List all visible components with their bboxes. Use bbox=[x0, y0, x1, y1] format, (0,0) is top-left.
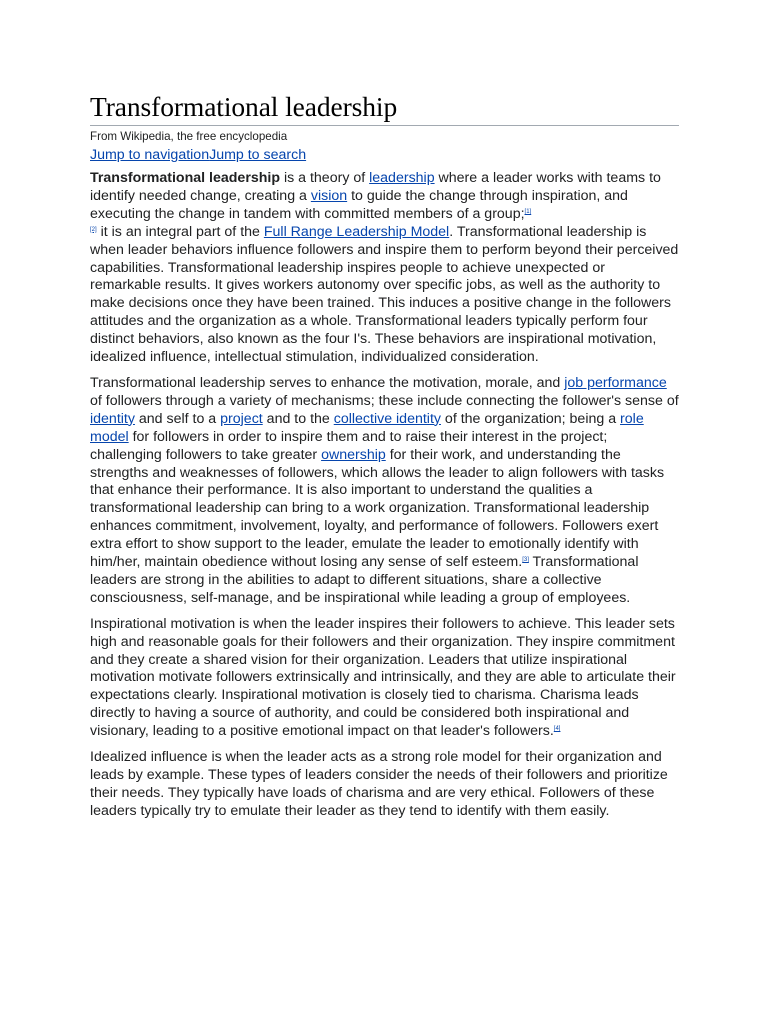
text-span: Idealized influence is when the leader acts as a strong role model for their organization and leads by example. These types of leaders consider the needs of their followers and prioritize their needs. They typically have loads of charisma and are very ethical. Followers of these leaders typically try to emulate their leader as they tend to identify with them easily. bbox=[90, 749, 668, 819]
link-project[interactable]: project bbox=[220, 410, 263, 427]
paragraph-intro bbox=[90, 170, 679, 367]
link-job-performance[interactable]: job performance bbox=[564, 374, 667, 391]
jump-to-search-link[interactable]: Jump to search bbox=[209, 147, 307, 163]
lead-term: Transformational leadership bbox=[90, 170, 281, 186]
site-tagline: From Wikipedia, the free encyclopedia bbox=[90, 130, 288, 143]
text-span: for their work, and understanding the strengths and weaknesses of followers, which allows the leader to align followers with tasks that enhance their performance. It is also important to understand the qualities a transformational leadership can bring to a work organization. Transformational leadership enhances commitment, involvement, loyalty, and performance of followers. Followers exert extra effort to show support to the leader, emulate the leader to emotionally identify with him/her, maintain obedience without losing any sense of self esteem. bbox=[90, 446, 665, 571]
paragraph-idealized-influence bbox=[90, 749, 679, 821]
citation-1[interactable] bbox=[525, 209, 532, 215]
jump-to-navigation-link[interactable]: Jump to navigation bbox=[90, 147, 210, 163]
text-span: is a theory of bbox=[280, 170, 370, 186]
text-span: of the organization; being a bbox=[440, 410, 621, 427]
citation-4-link[interactable]: [4] bbox=[553, 726, 561, 733]
link-ownership[interactable]: ownership bbox=[321, 446, 386, 463]
link-identity[interactable]: identity bbox=[90, 410, 135, 427]
link-collective-identity[interactable]: collective identity bbox=[333, 410, 441, 427]
citation-2[interactable] bbox=[90, 227, 97, 233]
paragraph-mechanisms bbox=[90, 375, 679, 608]
text-span: where a leader works with teams to identify needed change, creating a bbox=[90, 170, 661, 204]
link-vision[interactable]: vision bbox=[310, 187, 348, 204]
paragraph-inspirational-motivation bbox=[90, 616, 679, 741]
citation-4[interactable] bbox=[554, 726, 561, 732]
text-span: Transformational leadership serves to enhance the motivation, morale, and bbox=[90, 374, 565, 391]
text-span: to guide the change through inspiration, and executing the change in tandem with committed members of a group; bbox=[90, 187, 628, 222]
text-span: of followers through a variety of mechanisms; these include connecting the follower's sense of bbox=[90, 392, 679, 409]
citation-2-link[interactable]: [2] bbox=[90, 226, 97, 233]
text-span: Transformational leaders are strong in the abilities to adapt to different situations, share a collective consciousness, self-manage, and be inspirational while leading a group of employees. bbox=[90, 554, 639, 606]
citation-1-link[interactable]: [1] bbox=[524, 208, 532, 215]
jump-links bbox=[90, 147, 679, 164]
citation-3-link[interactable]: [3] bbox=[522, 557, 529, 564]
text-span: Inspirational motivation is when the leader inspires their followers to achieve. This leader sets high and reasonable goals for their followers and their organization. They inspire commitment and they create a shared vision for their organization. Leaders that utilize inspirational motivation motivate followers extrinsically and intrinsically, and they are able to articulate their expectations clearly. Inspirational motivation is closely tied to charisma. Charisma leads directly to having a source of authority, and could be considered both inspirational and visionary, leading to a positive emotional impact on that leader's followers. bbox=[90, 615, 676, 740]
text-span: it is an integral part of the bbox=[96, 223, 264, 240]
page-title: Transformational leadership bbox=[90, 90, 679, 126]
text-span: . Transformational leadership is when leader behaviors influence followers and inspire them to perform beyond their perceived capabilities. Transformational leadership inspires people to achieve unexpected or remarkable results. It gives workers autonomy over specific jobs, as well as the authority to make decisions once they have been trained. This induces a positive change in the followers attitudes and the organization as a whole. Transformational leaders typically perform four distinct behaviors, also known as the four I's. These behaviors are inspirational motivation, idealized influence, intellectual stimulation, individualized consideration. bbox=[90, 223, 679, 366]
text-span: for followers in order to inspire them and to raise their interest in the project; challenging followers to take greater bbox=[90, 428, 608, 463]
link-leadership[interactable]: leadership bbox=[369, 170, 435, 186]
link-role-model[interactable]: role model bbox=[90, 410, 644, 445]
link-full-range-leadership-model[interactable]: Full Range Leadership Model bbox=[263, 223, 450, 240]
article-body bbox=[90, 90, 679, 829]
text-span: and to the bbox=[262, 410, 334, 427]
text-span: and self to a bbox=[134, 410, 221, 427]
citation-3[interactable] bbox=[522, 557, 529, 563]
